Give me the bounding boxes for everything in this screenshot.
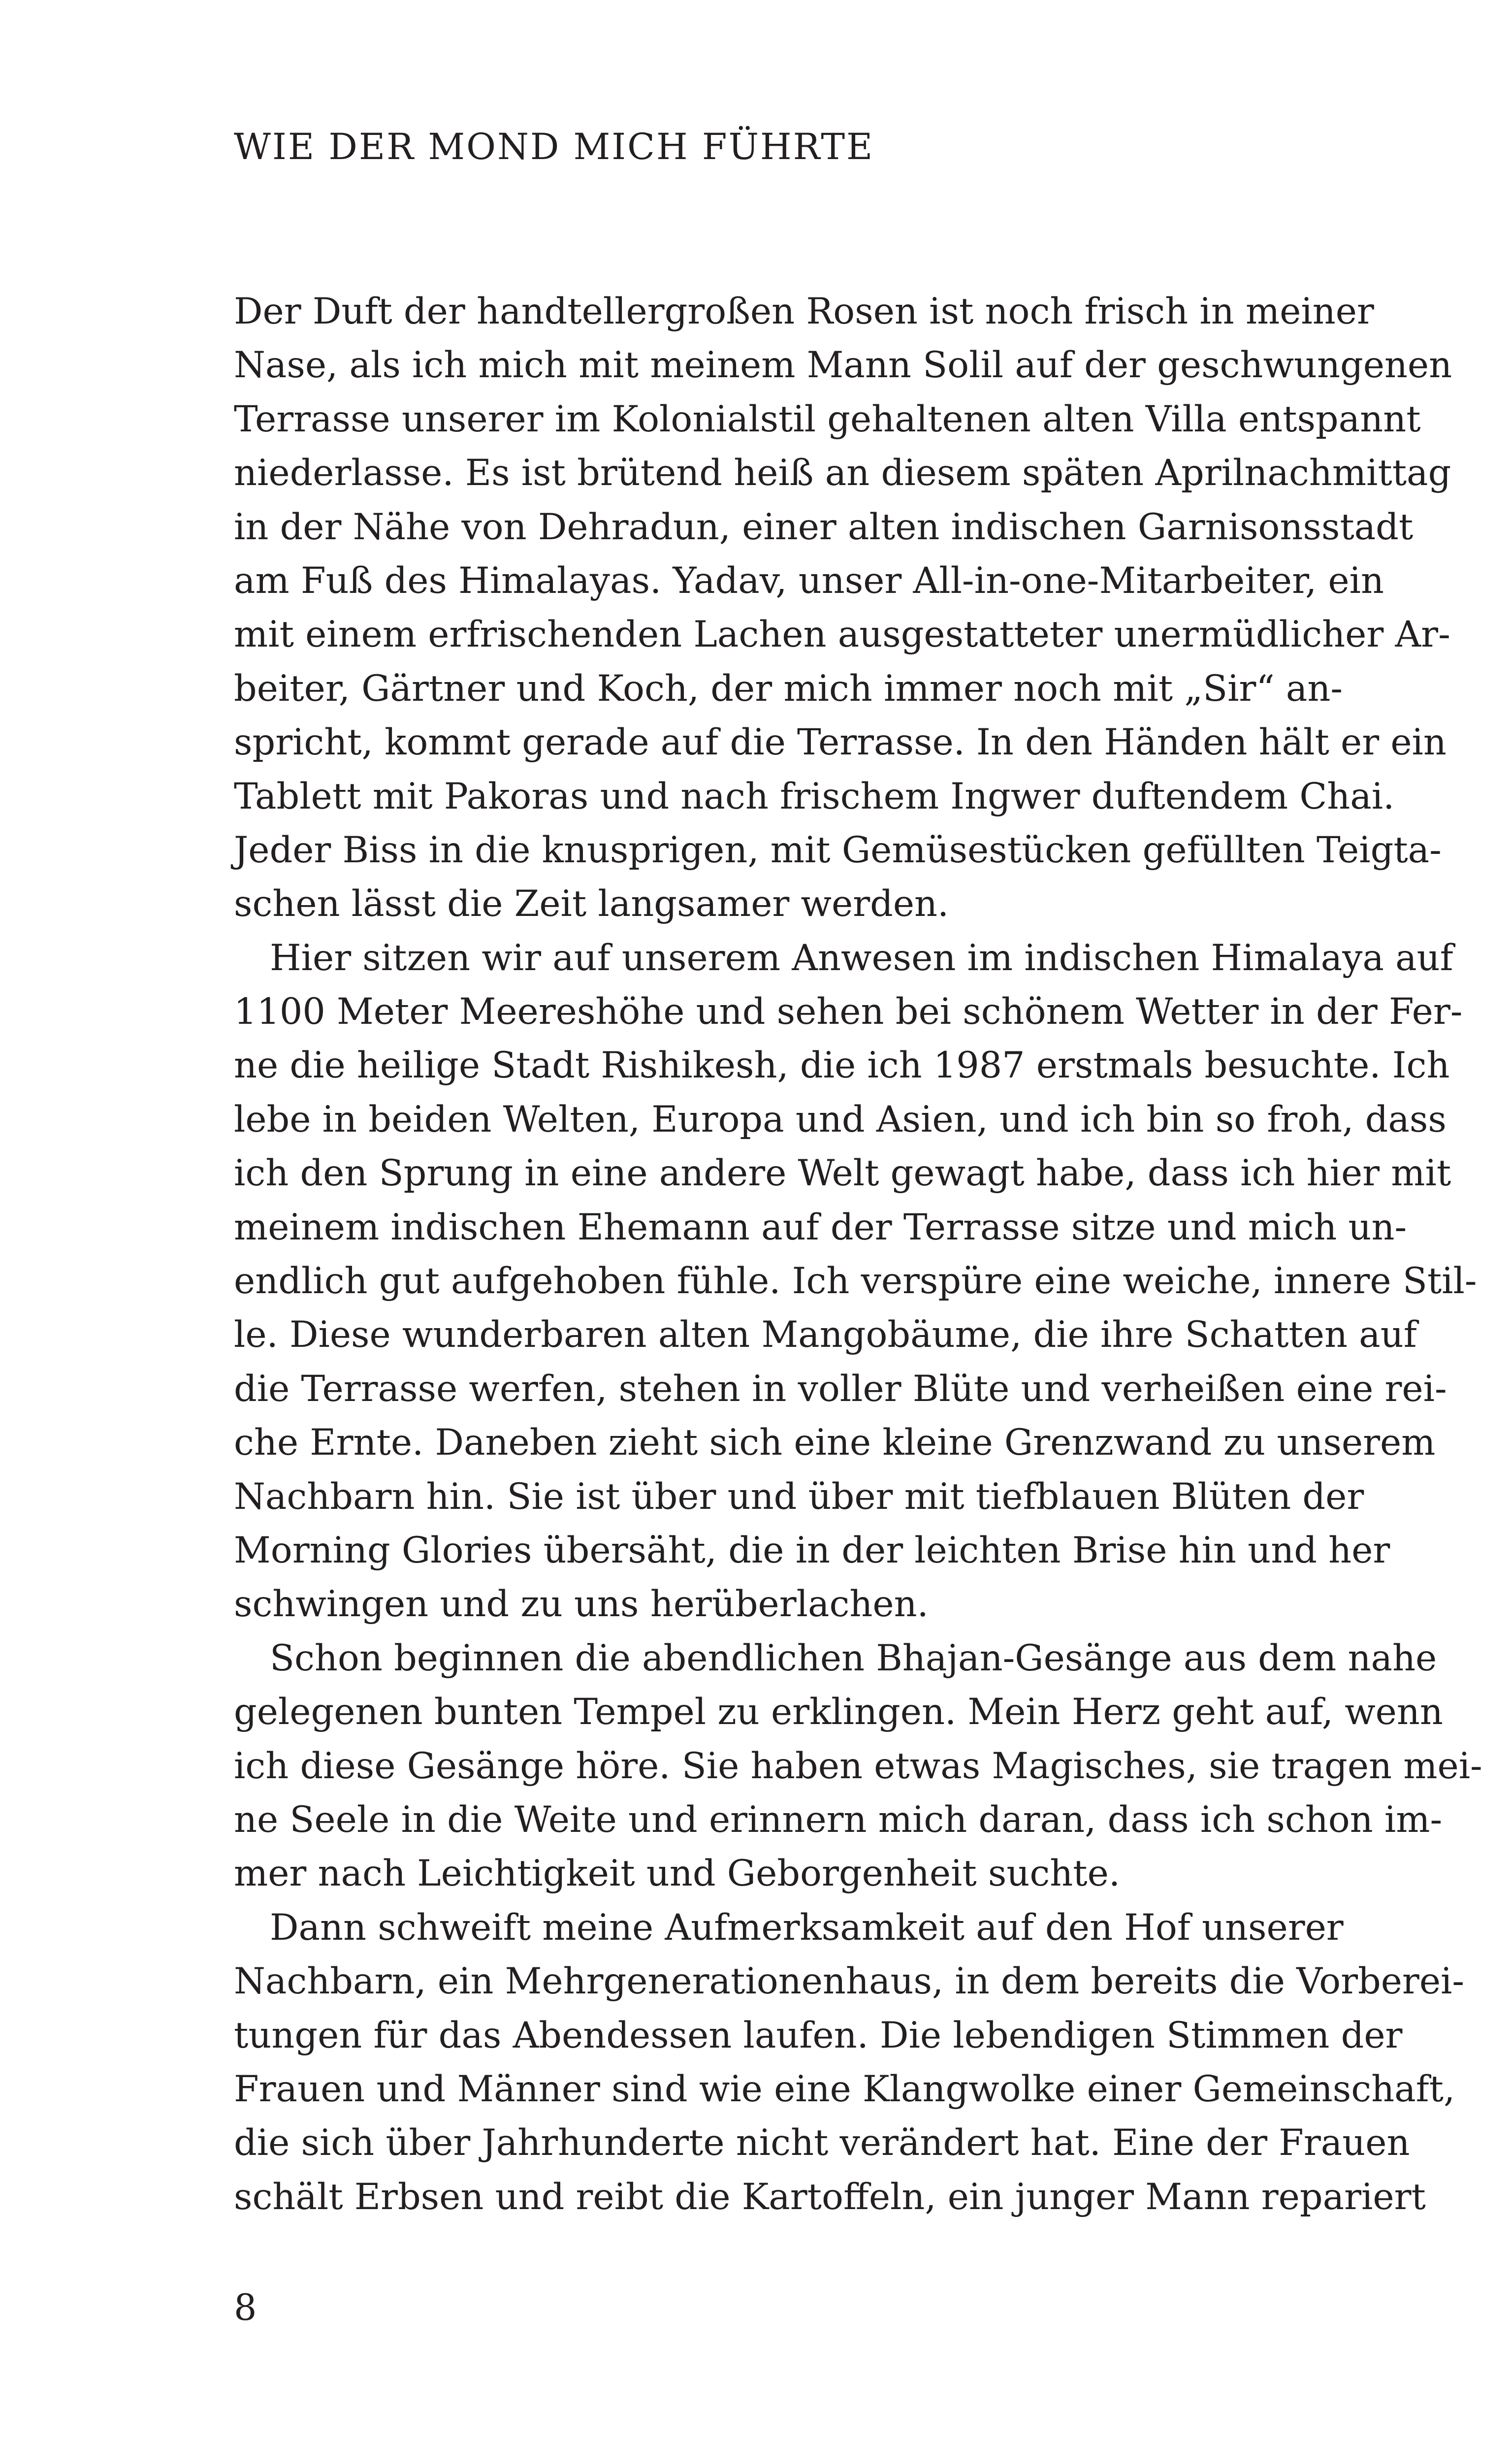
text-line: am Fuß des Himalayas. Yadav, unser All-in-one-Mitarbeiter, ein: [234, 559, 1384, 602]
paragraph-last-line: schen lässt die Zeit langsamer werden.: [234, 883, 949, 925]
text-line: die Terrasse werfen, stehen in voller Blüte und verheißen eine rei-: [234, 1368, 1447, 1410]
text-line: Terrasse unserer im Kolonialstil gehaltenen alten Villa entspannt: [234, 398, 1421, 440]
text-line: die sich über Jahrhunderte nicht verändert hat. Eine der Frauen: [234, 2122, 1410, 2164]
text-line: Morning Glories übersäht, die in der leichten Brise hin und her: [234, 1529, 1390, 1571]
text-line: beiter, Gärtner und Koch, der mich immer noch mit „Sir“ an-: [234, 667, 1343, 710]
text-line: meinem indischen Ehemann auf der Terrasse sitze und mich un-: [234, 1206, 1407, 1248]
text-line: Der Duft der handtellergroßen Rosen ist noch frisch in meiner: [234, 291, 1374, 332]
text-line: spricht, kommt gerade auf die Terrasse. In den Händen hält er ein: [234, 721, 1447, 764]
text-line: ne die heilige Stadt Rishikesh, die ich 1987 erstmals besuchte. Ich: [234, 1044, 1450, 1087]
text-line: ich diese Gesänge höre. Sie haben etwas Magisches, sie tragen mei-: [234, 1745, 1482, 1787]
text-line: ich den Sprung in eine andere Welt gewagt habe, dass ich hier mit: [234, 1152, 1451, 1195]
text-line: Frauen und Männer sind wie eine Klangwolke einer Gemeinschaft,: [234, 2068, 1455, 2110]
text-line: lebe in beiden Welten, Europa und Asien, und ich bin so froh, dass: [234, 1098, 1447, 1140]
body-text: [234, 285, 1482, 2224]
text-line: tungen für das Abendessen laufen. Die lebendigen Stimmen der: [234, 2014, 1403, 2056]
text-line: gelegenen bunten Tempel zu erklingen. Mein Herz geht auf, wenn: [234, 1691, 1443, 1733]
text-line: in der Nähe von Dehradun, einer alten indischen Garnisonsstadt: [234, 506, 1414, 548]
text-line: Nachbarn hin. Sie ist über und über mit tiefblauen Blüten der: [234, 1475, 1364, 1518]
text-line: schält Erbsen und reibt die Kartoffeln, ein junger Mann repariert: [234, 2176, 1426, 2218]
paragraph-last-line: mer nach Leichtigkeit und Geborgenheit suchte.: [234, 1853, 1121, 1895]
text-line: Jeder Biss in die knusprigen, mit Gemüsestücken gefüllten Teigta-: [234, 829, 1442, 871]
text-line: Nachbarn, ein Mehrgenerationenhaus, in dem bereits die Vorberei-: [234, 1960, 1465, 2003]
text-line: che Ernte. Daneben zieht sich eine kleine Grenzwand zu unserem: [234, 1422, 1436, 1464]
text-line: Tablett mit Pakoras und nach frischem Ingwer duftendem Chai.: [234, 775, 1395, 817]
text-line: 1100 Meter Meereshöhe und sehen bei schönem Wetter in der Fer-: [234, 991, 1463, 1033]
text-line: niederlasse. Es ist brütend heiß an diesem späten Aprilnachmittag: [234, 452, 1451, 494]
paragraph-first-line: Hier sitzen wir auf unserem Anwesen im indischen Himalaya auf: [270, 937, 1453, 979]
page-number: 8: [234, 2287, 257, 2329]
text-line: ne Seele in die Weite und erinnern mich daran, dass ich schon im-: [234, 1798, 1443, 1841]
running-head: WIE DER MOND MICH FÜHRTE: [234, 126, 874, 168]
paragraph-first-line: Schon beginnen die abendlichen Bhajan-Gesänge aus dem nahe: [270, 1637, 1437, 1679]
text-line: mit einem erfrischenden Lachen ausgestatteter unermüdlicher Ar-: [234, 614, 1450, 656]
paragraph-last-line: schwingen und zu uns herüberlachen.: [234, 1583, 929, 1626]
text-line: Nase, als ich mich mit meinem Mann Solil auf der geschwungenen: [234, 344, 1452, 387]
text-line: endlich gut aufgehoben fühle. Ich verspüre eine weiche, innere Stil-: [234, 1260, 1477, 1303]
paragraph-first-line: Dann schweift meine Aufmerksamkeit auf den Hof unserer: [270, 1906, 1344, 1949]
text-line: le. Diese wunderbaren alten Mangobäume, die ihre Schatten auf: [234, 1314, 1417, 1356]
